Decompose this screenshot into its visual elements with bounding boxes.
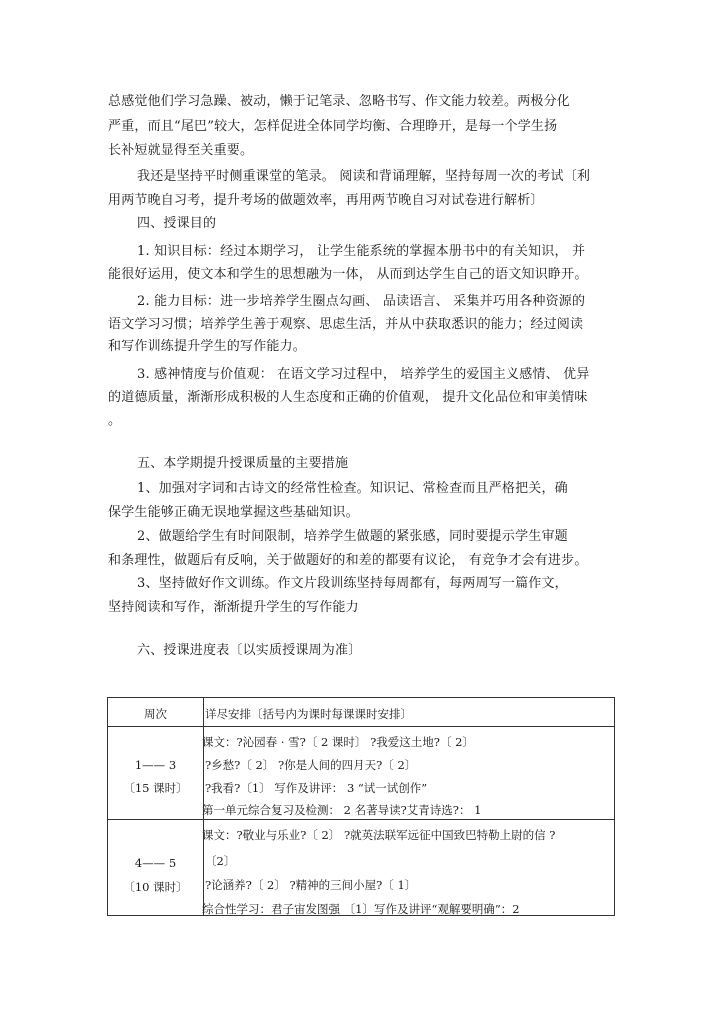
week-range: 1—— 3	[134, 758, 177, 772]
header-plan: 详尽安排〔括号内为课时每课课时安排〕	[205, 707, 412, 721]
paragraph-line: 和条理性，做题后有反响，关于做题好的和差的都要有议论， 有竞争才会有进步。	[108, 553, 588, 568]
paragraph-line: 坚持阅读和写作，渐渐提升学生的写作能力	[108, 600, 359, 615]
section-heading: 五、本学期提升授课质量的主要措施	[137, 456, 349, 471]
paragraph-line: 1、加强对字词和古诗文的经常性检查。知识记、常检查而且严格把关，确	[137, 481, 568, 496]
paragraph-line: 能很好运用，使文本和学生的思想融为一体， 从而到达学生自己的语文知识睁开。	[108, 267, 588, 282]
row-divider	[108, 819, 614, 820]
plan-line: 课文：?敬业与乐业?〔 2〕 ?就英法联军远征中国致巴特勒上尉的信 ?	[202, 828, 556, 842]
paragraph-line: 我还是坚持平时侧重课堂的笔录。 阅读和背诵理解，坚持每周一次的考试〔利	[137, 169, 591, 184]
paragraph-line: 用两节晚自习考，提升考场的做题效率，再用两节晚自习对试卷进行解析〕	[108, 193, 544, 208]
paragraph-line: 严重，而且“尾巴”较大，怎样促进全体同学均衡、合理睁开，是每一个学生扬	[108, 119, 558, 134]
plan-line: ?论涵养?〔 2〕 ?精神的三间小屋?〔 1〕	[205, 878, 417, 892]
paragraph-line: 保学生能够正确无误地掌握这些基础知识。	[108, 505, 359, 520]
paragraph-line: 长补短就显得至关重要。	[108, 143, 254, 158]
plan-line: ?乡愁?〔 2〕 ?你是人间的四月天?〔 2〕	[205, 758, 417, 772]
paragraph-line: 。	[108, 413, 122, 428]
paragraph-line: 的道德质量，渐渐形成积极的人生态度和正确的价值观， 提升文化品位和审美情味	[108, 390, 588, 405]
week-range: 4—— 5	[134, 856, 177, 870]
paragraph-line: 3、坚持做好作文训练。作文片段训练坚持每周都有，每两周写一篇作文，	[137, 576, 568, 591]
paragraph-line: 总感觉他们学习急躁、被动，懒于记笔录、忽略书写、作文能力较差。两极分化	[108, 94, 571, 109]
plan-line: 〔2〕	[205, 854, 236, 868]
plan-line: 课文：?沁园春 · 雪?〔 2 课时〕 ?我爱这土地?〔 2〕	[202, 735, 474, 749]
week-hours: 〔10 课时〕	[123, 880, 188, 894]
plan-line: ?我看?〔1〕 写作及讲评： 3 “试一试创作”	[205, 781, 428, 795]
plan-line: 综合性学习：君子宙发图强 〔1〕写作及讲评“观解要明确”：2	[202, 902, 520, 916]
paragraph-line: 1. 知识目标：经过本期学习， 让学生能系统的掌握本册书中的有关知识， 并	[137, 244, 586, 259]
paragraph-line: 2. 能力目标：进一步培养学生圈点勾画、 品读语言、 采集并巧用各种资源的	[137, 294, 586, 309]
paragraph-line: 和写作训练提升学生的写作能力。	[108, 339, 307, 354]
schedule-table	[107, 697, 615, 916]
header-week: 周次	[144, 707, 167, 721]
paragraph-line: 3. 感神情度与价值观： 在语文学习过程中， 培养学生的爱国主义感情、 优异	[137, 367, 590, 382]
section-heading: 四、授课目的	[137, 216, 217, 231]
paragraph-line: 2、做题给学生有时间限制，培养学生做题的紧张感，同时要提示学生审题	[137, 529, 568, 544]
row-divider	[108, 726, 614, 727]
section-heading: 六、授课进度表〔以实质授课周为准〕	[137, 643, 362, 658]
week-hours: 〔15 课时〕	[123, 781, 188, 795]
paragraph-line: 语文学习习惯；培养学生善于观察、思虑生活，并从中获取悉识的能力；经过阅读	[108, 317, 584, 332]
plan-line: 第一单元综合复习及检测： 2 名著导读?艾青诗选?： 1	[202, 803, 482, 817]
